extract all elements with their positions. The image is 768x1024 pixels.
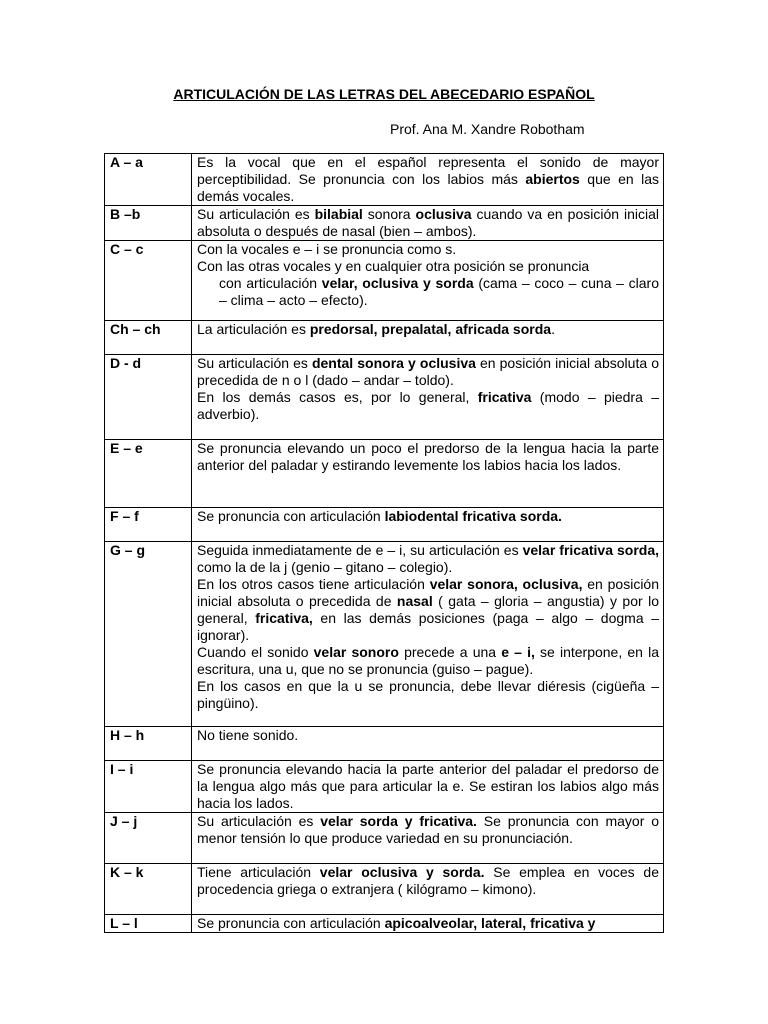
letter-cell: K – k (105, 864, 192, 915)
description-paragraph (197, 761, 659, 812)
table-row (105, 154, 664, 206)
bold-term: apicoalveolar, lateral, fricativa y (384, 915, 596, 931)
table-row (105, 355, 664, 440)
letter-cell: D - d (105, 355, 192, 440)
table-row (105, 915, 664, 933)
bold-term: velar oclusiva y sorda. (319, 864, 485, 880)
description-paragraph (197, 321, 659, 338)
description-cell (192, 321, 664, 355)
text-run: Se pronuncia con mayor o menor tensión lo que produce variedad en su pronunciación. (197, 813, 659, 846)
letter-cell: C – c (105, 241, 192, 321)
description-cell (192, 206, 664, 241)
table-row (105, 864, 664, 915)
alphabet-table-body (105, 154, 664, 933)
bold-term: fricativa (477, 389, 532, 405)
table-row (105, 727, 664, 761)
description-cell (192, 761, 664, 813)
description-paragraph (197, 864, 659, 898)
description-cell (192, 355, 664, 440)
text-run: Su articulación es (197, 813, 321, 829)
text-run: Con las otras vocales y en cualquier otra posición se pronuncia (197, 258, 590, 274)
text-run: se interpone, en la escritura, una u, que no se pronuncia (guiso – pague). (197, 644, 659, 677)
bold-term: velar sonoro (313, 644, 399, 660)
letter-cell: I – i (105, 761, 192, 813)
bold-term: e – i, (501, 644, 535, 660)
bold-term: velar sonora, oclusiva, (429, 576, 583, 592)
description-cell (192, 440, 664, 508)
description-cell (192, 241, 664, 321)
text-run: Es la vocal que en el español representa el sonido de mayor perceptibilidad. Se pronuncia con los labios más (197, 154, 659, 187)
text-run: No tiene sonido. (197, 727, 299, 743)
text-run: sonora (362, 206, 416, 222)
description-paragraph (197, 154, 659, 205)
text-run: cuando va en posición inicial absoluta o después de nasal (bien – ambos). (197, 206, 659, 239)
text-run: Se pronuncia elevando hacia la parte anterior del paladar el predorso de la lengua algo más que para articular la e. Se estiran los labios algo más hacia los lados. (197, 761, 659, 811)
description-paragraph (197, 678, 659, 712)
letter-cell: H – h (105, 727, 192, 761)
bold-term: abiertos (525, 171, 580, 187)
text-run: . (551, 321, 555, 337)
description-cell (192, 727, 664, 761)
text-run: en posición inicial absoluta o precedida de n o l (dado – andar – toldo). (197, 355, 659, 388)
text-run: (cama – coco – cuna – claro – clima – acto – efecto). (219, 275, 660, 308)
description-cell (192, 508, 664, 542)
description-paragraph (197, 389, 659, 423)
bold-term: velar sorda y fricativa. (320, 813, 477, 829)
letter-cell: J – j (105, 813, 192, 864)
description-paragraph (197, 206, 659, 240)
text-run: Seguida inmediatamente de e – i, su articulación es (197, 542, 523, 558)
table-row (105, 813, 664, 864)
table-row (105, 241, 664, 321)
bold-term: labiodental fricativa sorda. (384, 508, 562, 524)
text-run: precede a una (398, 644, 502, 660)
letter-cell: L – l (105, 915, 192, 933)
text-run: En los otros casos tiene articulación (197, 576, 430, 592)
bold-term: predorsal, prepalatal, africada sorda (309, 321, 552, 337)
text-run: Con la vocales e – i se pronuncia como s. (197, 241, 457, 257)
text-run: en posición inicial absoluta o precedida de (197, 576, 660, 609)
text-run: En los casos en que la u se pronuncia, debe llevar diéresis (cigüeña – pingüino). (197, 678, 659, 711)
text-run: Se pronuncia con articulación (197, 508, 385, 524)
description-paragraph (197, 241, 659, 258)
text-run: que en las demás vocales. (197, 171, 659, 204)
text-run: con articulación (219, 275, 322, 291)
table-row (105, 321, 664, 355)
text-run: La articulación es (197, 321, 310, 337)
table-row (105, 206, 664, 241)
text-run: En los demás casos es, por lo general, (197, 389, 478, 405)
table-row (105, 508, 664, 542)
author-line: Prof. Ana M. Xandre Robotham (390, 121, 585, 137)
description-cell (192, 813, 664, 864)
alphabet-table (104, 153, 664, 933)
description-paragraph (197, 542, 659, 576)
table-row (105, 440, 664, 508)
description-paragraph (197, 440, 659, 474)
table-row (105, 761, 664, 813)
bold-term: velar fricativa sorda, (522, 542, 659, 558)
letter-cell: E – e (105, 440, 192, 508)
description-paragraph (197, 727, 659, 744)
text-run: como la de la j (genio – gitano – colegio). (197, 559, 453, 575)
description-cell (192, 864, 664, 915)
text-run: Se pronuncia elevando un poco el predorso de la lengua hacia la parte anterior del paladar y estirando levemente los labios hacia los lados. (197, 440, 659, 473)
table-row (105, 542, 664, 727)
description-paragraph (197, 576, 659, 644)
bold-term: oclusiva (415, 206, 472, 222)
text-run: Se pronuncia con articulación (197, 915, 385, 931)
letter-cell: Ch – ch (105, 321, 192, 355)
description-paragraph (197, 915, 659, 932)
letter-cell: B –b (105, 206, 192, 241)
document-title: ARTICULACIÓN DE LAS LETRAS DEL ABECEDARIO ESPAÑOL (173, 86, 595, 102)
text-run: en las demás posiciones (paga – algo – dogma – ignorar). (197, 610, 660, 643)
letter-cell: G – g (105, 542, 192, 727)
letter-cell: F – f (105, 508, 192, 542)
bold-term: fricativa, (255, 610, 313, 626)
bold-term: dental sonora y oclusiva (311, 355, 476, 371)
letter-cell: A – a (105, 154, 192, 206)
bold-term: nasal (396, 593, 433, 609)
description-paragraph (197, 508, 659, 525)
text-run: Su articulación es (197, 206, 315, 222)
description-cell (192, 915, 664, 933)
description-cell (192, 542, 664, 727)
bold-term: velar, oclusiva y sorda (321, 275, 474, 291)
text-run: ( gata – gloria – angustia) y por lo general, (197, 593, 659, 626)
text-run: Se emplea en voces de procedencia griega o extranjera ( kilógramo – kimono). (197, 864, 659, 897)
description-paragraph (197, 813, 659, 847)
text-run: Cuando el sonido (197, 644, 314, 660)
description-paragraph (197, 644, 659, 678)
text-run: Su articulación es (197, 355, 312, 371)
bold-term: bilabial (314, 206, 363, 222)
description-cell (192, 154, 664, 206)
description-paragraph (197, 258, 659, 275)
text-run: Tiene articulación (197, 864, 320, 880)
description-paragraph (197, 355, 659, 389)
text-run: (modo – piedra – adverbio). (197, 389, 659, 422)
description-paragraph (197, 275, 659, 309)
